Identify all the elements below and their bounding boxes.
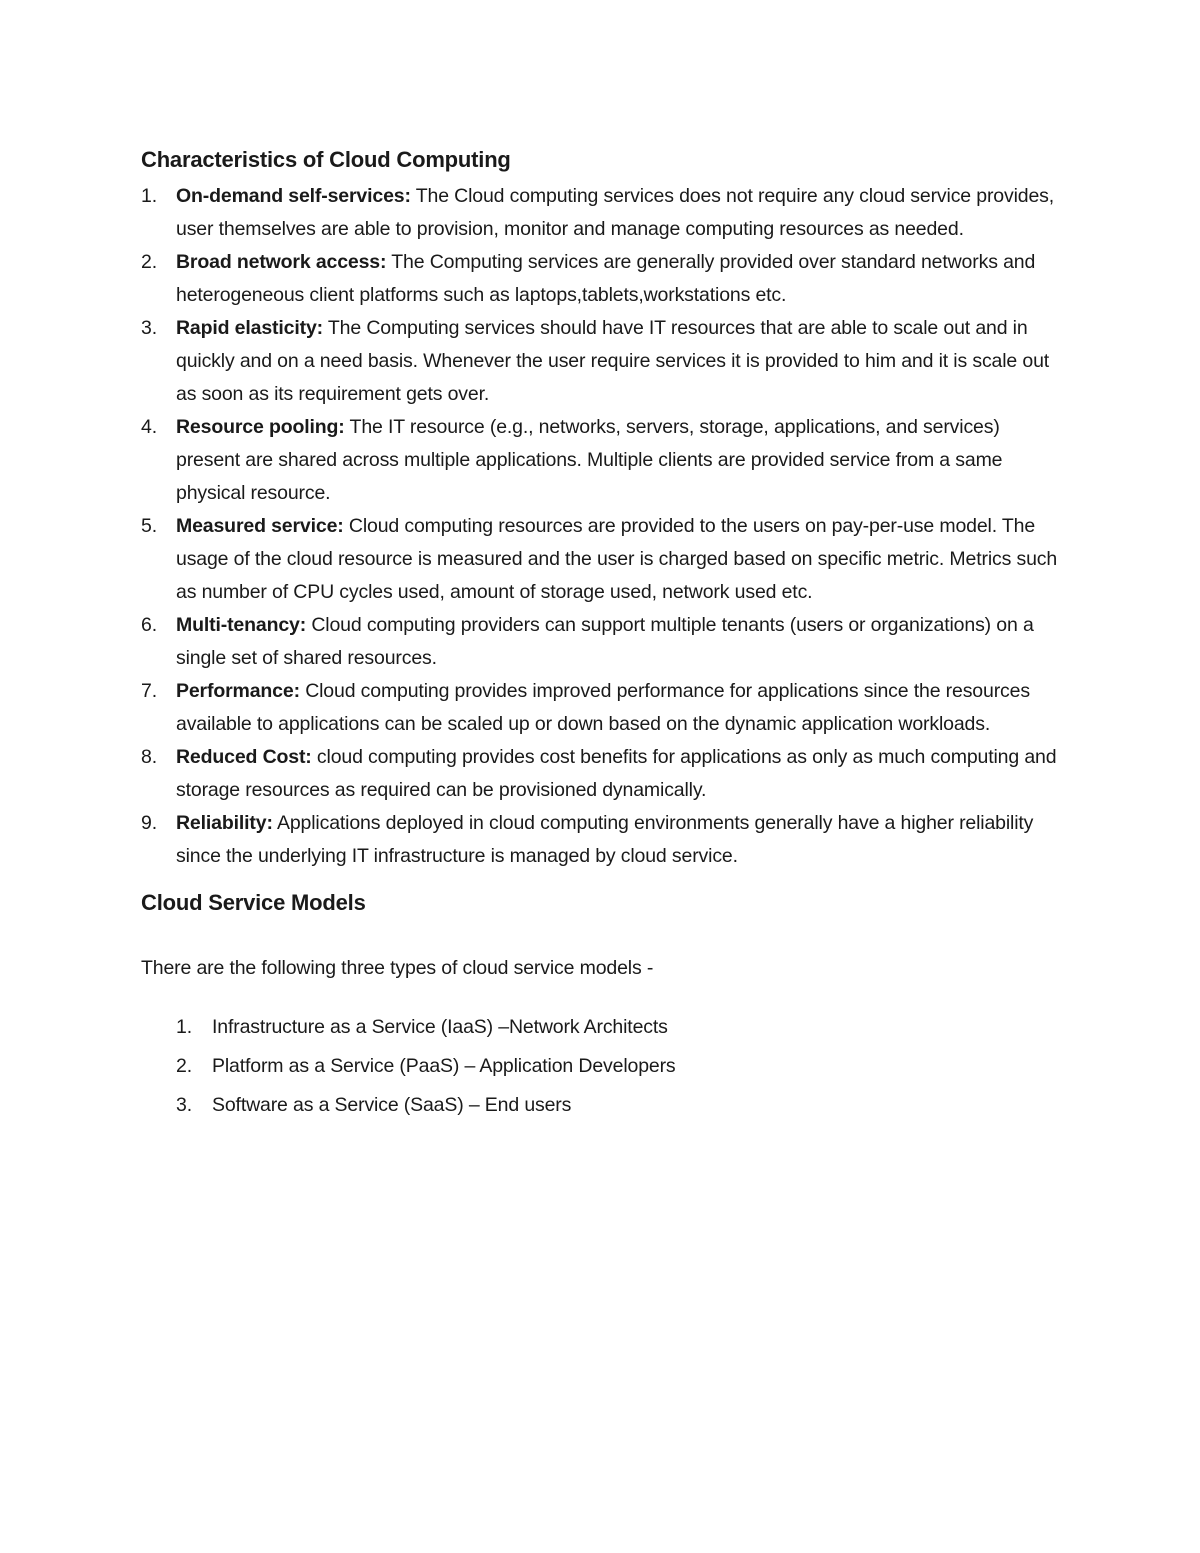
list-text: The Computing services are generally provided over standard networks and heterogeneous client platforms such as laptops,tablets,workstations etc. (176, 251, 1036, 306)
list-term: Measured service: (176, 515, 344, 537)
list-item (141, 675, 1061, 741)
list-number: 4. (141, 416, 157, 438)
list-item (141, 1047, 1061, 1086)
service-models-list (141, 1008, 1061, 1125)
list-item (141, 609, 1061, 675)
list-text: The Cloud computing services does not require any cloud service provides, user themselves are able to provision, monitor and manage computing resources as needed. (176, 185, 1055, 240)
list-term: Resource pooling: (176, 416, 345, 438)
list-number: 6. (141, 614, 157, 636)
list-term: Multi-tenancy: (176, 614, 307, 636)
list-term: On-demand self-services: (176, 185, 411, 207)
list-term: Rapid elasticity: (176, 317, 323, 339)
list-term: Reliability: (176, 812, 273, 834)
list-item (141, 741, 1061, 807)
list-item (141, 411, 1061, 510)
list-item (141, 510, 1061, 609)
list-text: The IT resource (e.g., networks, servers, storage, applications, and services) present are shared across multiple applications. Multiple clients are provided service from a same physical resource. (176, 416, 1003, 504)
list-number: 3. (176, 1094, 192, 1116)
list-text: The Computing services should have IT resources that are able to scale out and in quickly and on a need basis. Whenever the user require services it is provided to him and it is scale out as soon as its requirement gets over. (176, 317, 1050, 405)
list-item (141, 807, 1061, 873)
list-number: 1. (176, 1016, 192, 1038)
characteristics-list (141, 180, 1061, 873)
list-number: 5. (141, 515, 157, 537)
list-term: Reduced Cost: (176, 746, 312, 768)
list-term: Broad network access: (176, 251, 387, 273)
section-title-characteristics: Characteristics of Cloud Computing (141, 147, 511, 172)
list-text: Platform as a Service (PaaS) – Application Developers (212, 1055, 676, 1077)
list-number: 8. (141, 746, 157, 768)
list-number: 3. (141, 317, 157, 339)
list-number: 9. (141, 812, 157, 834)
service-models-intro: There are the following three types of cloud service models - (141, 957, 654, 979)
list-number: 2. (141, 251, 157, 273)
list-item (141, 312, 1061, 411)
list-text: Cloud computing resources are provided to the users on pay-per-use model. The usage of the cloud resource is measured and the user is charged based on specific metric. Metrics such as number of CPU cycles used, amount of storage used, network used etc. (176, 515, 1058, 603)
list-text: Cloud computing providers can support multiple tenants (users or organizations) on a single set of shared resources. (176, 614, 1034, 669)
document-page (141, 140, 1061, 1125)
list-number: 2. (176, 1055, 192, 1077)
list-term: Performance: (176, 680, 300, 702)
list-item (141, 246, 1061, 312)
list-text: Applications deployed in cloud computing environments generally have a higher reliability since the underlying IT infrastructure is managed by cloud service. (176, 812, 1034, 867)
list-number: 7. (141, 680, 157, 702)
list-item (141, 1008, 1061, 1047)
list-text: Cloud computing provides improved performance for applications since the resources available to applications can be scaled up or down based on the dynamic application workloads. (176, 680, 1030, 735)
list-item (141, 1086, 1061, 1125)
section-title-service-models: Cloud Service Models (141, 890, 366, 915)
list-number: 1. (141, 185, 157, 207)
list-text: Software as a Service (SaaS) – End users (212, 1094, 572, 1116)
list-text: cloud computing provides cost benefits for applications as only as much computing and storage resources as required can be provisioned dynamically. (176, 746, 1057, 801)
list-text: Infrastructure as a Service (IaaS) –Network Architects (212, 1016, 668, 1038)
list-item (141, 180, 1061, 246)
